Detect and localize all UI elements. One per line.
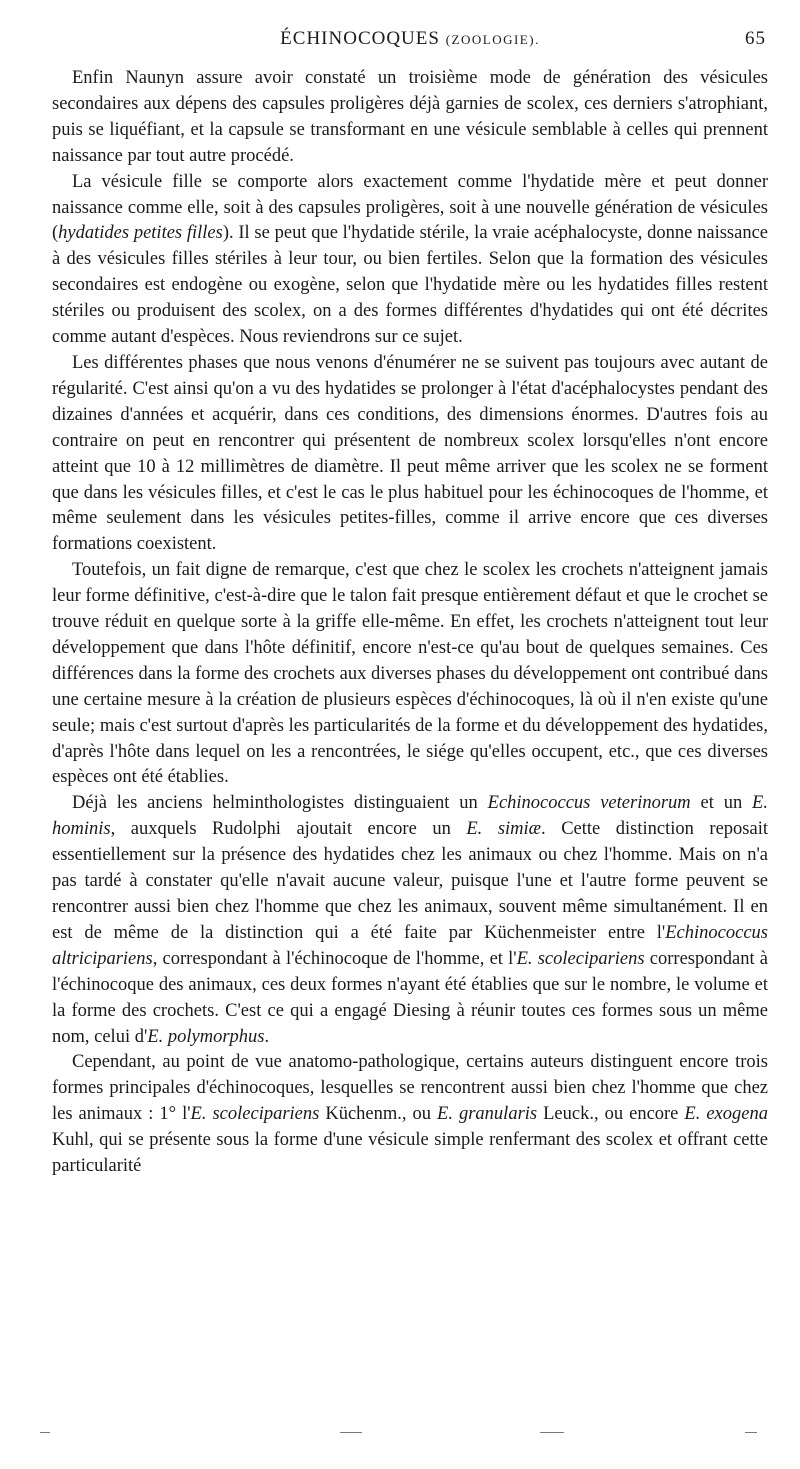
text-run: Toutefois, un fait digne de remarque, c'est que chez le scolex les crochets n'atteignent jamais leur forme définitive, c'est-à-dire que le talon fait presque entièrement défaut et que le crochet se trouve réduit en quelque sorte à la griffe elle-même. En effet, les crochets n'atteignent tout leur développement que dans l'hôte définitif, encore n'est-ce qu'au bout de quelques semaines. Ces différences dans la forme des crochets aux diverses phases du développement ont contribué dans une certaine mesure à la création de plusieurs espèces d'échinocoques, là où il n'en existe qu'une seule; mais c'est surtout d'après les particularités de la forme et du développement des hydatides, d'après l'hôte dans lequel on les a rencontrées, le siége qu'elles occupent, etc., que ces diverses espèces ont été établies. bbox=[52, 560, 768, 788]
text-run: et un bbox=[690, 793, 753, 814]
paragraph bbox=[52, 170, 768, 351]
footer-printing-marks bbox=[40, 1432, 760, 1442]
text-run: La vésicule fille se comporte alors exactement comme l'hydatide mère et peut donner naissance comme elle, soit à des capsules proligères, soit à une nouvelle génération de vésicules ( bbox=[52, 171, 768, 244]
paragraph bbox=[52, 1050, 768, 1180]
text-run: Kuhl, qui se présente sous la forme d'une vésicule simple renfermant des scolex et offrant cette particularité bbox=[52, 1130, 768, 1177]
italic-term: Echinococcus altricipariens bbox=[52, 922, 768, 969]
text-run: . bbox=[264, 1026, 270, 1047]
running-head-title bbox=[52, 28, 768, 50]
paragraph bbox=[52, 66, 768, 170]
running-head bbox=[52, 14, 768, 54]
text-run: Les différentes phases que nous venons d'énumérer ne se suivent pas toujours avec autant de régularité. C'est ainsi qu'on a vu des hydatides se prolonger à l'état d'acéphalocystes pendant des dizaines d'années et acquérir, dans ces conditions, des dimensions énormes. D'autres fois au contraire on peut en rencontrer qui présentent de nombreux scolex lorsqu'elles n'ont encore atteint que 10 à 12 millimètres de diamètre. Il peut même arriver que les scolex ne se forment que dans les vésicules filles, et c'est le cas le plus habituel pour les échinocoques de l'homme, et même seulement dans les vésicules petites-filles, comme il arrive encore que ces diverses formations coexistent. bbox=[52, 352, 768, 555]
text-run: ). Il se peut que l'hydatide stérile, la vraie acéphalocyste, donne naissance à des vésicules filles stériles à leur tour, ou bien fertiles. Selon que la formation des vésicules secondaires est endogène ou exogène, selon que l'hydatide mère ou les hydatides filles restent stériles ou produisent des scolex, on a des formes différentes d'hydatides qui ont été décrites comme autant d'espèces. Nous reviendrons sur ce sujet. bbox=[52, 223, 768, 348]
text-run: Enfin Naunyn assure avoir constaté un troisième mode de génération des vésicules secondaires aux dépens des capsules proligères déjà garnies de scolex, ces derniers s'atrophiant, puis se liquéfiant, et la capsule se transformant en une vésicule semblable à celles qui prennent naissance par tout autre procédé. bbox=[52, 68, 768, 166]
paragraph bbox=[52, 351, 768, 558]
italic-term: E. scolecipariens bbox=[516, 948, 645, 969]
italic-term: hydatides petites filles bbox=[58, 223, 223, 244]
italic-term: E. exogena bbox=[684, 1104, 768, 1125]
italic-term: E. simiæ bbox=[466, 819, 542, 840]
text-run: Küchenm., ou bbox=[319, 1104, 438, 1125]
body-text bbox=[52, 66, 768, 1180]
italic-term: E. granularis bbox=[437, 1104, 538, 1125]
text-run: , auxquels Rudolphi ajoutait encore un bbox=[110, 819, 467, 840]
text-run: . Cette distinction reposait essentiellement sur la présence des hydatides chez les animaux ou chez l'homme. Mais on n'a pas tardé à constater qu'elle n'avait aucune valeur, puisque l'une et l'autre forme peuvent se rencontrer aussi bien chez l'homme que chez les animaux, souvent même simultanément. Il en est de même de la distinction qui a été faite par Küchenmeister entre l' bbox=[52, 819, 768, 943]
paragraph bbox=[52, 791, 768, 1050]
italic-term: E. scolecipariens bbox=[190, 1104, 320, 1125]
italic-term: E. hominis bbox=[52, 793, 768, 840]
paragraph bbox=[52, 558, 768, 791]
text-run: Déjà les anciens helminthologistes distinguaient un bbox=[72, 793, 488, 814]
text-run: Cependant, au point de vue anatomo-pathologique, certains auteurs distinguent encore trois formes principales d'échinocoques, lesquelles se rencontrent aussi bien chez l'homme que chez les animaux : 1° l' bbox=[52, 1052, 768, 1125]
text-run: correspondant à l'échinocoque des animaux, ces deux formes n'ayant été établies que sur le nombre, le volume et la forme des crochets. C'est ce qui a engagé Diesing à réunir toutes ces formes sous un même nom, celui d' bbox=[52, 948, 768, 1047]
document-page bbox=[52, 14, 768, 1180]
text-run: Leuck., ou encore bbox=[537, 1104, 685, 1125]
text-run: , correspondant à l'échinocoque de l'homme, et l' bbox=[152, 948, 517, 969]
italic-term: E. polymorphus bbox=[147, 1026, 265, 1047]
italic-term: Echinococcus veterinorum bbox=[487, 793, 691, 814]
page-number: 65 bbox=[745, 28, 766, 49]
chapter-subtitle: (ZOOLOGIE). bbox=[445, 32, 540, 47]
chapter-title: ÉCHINOCOQUES bbox=[280, 28, 440, 49]
